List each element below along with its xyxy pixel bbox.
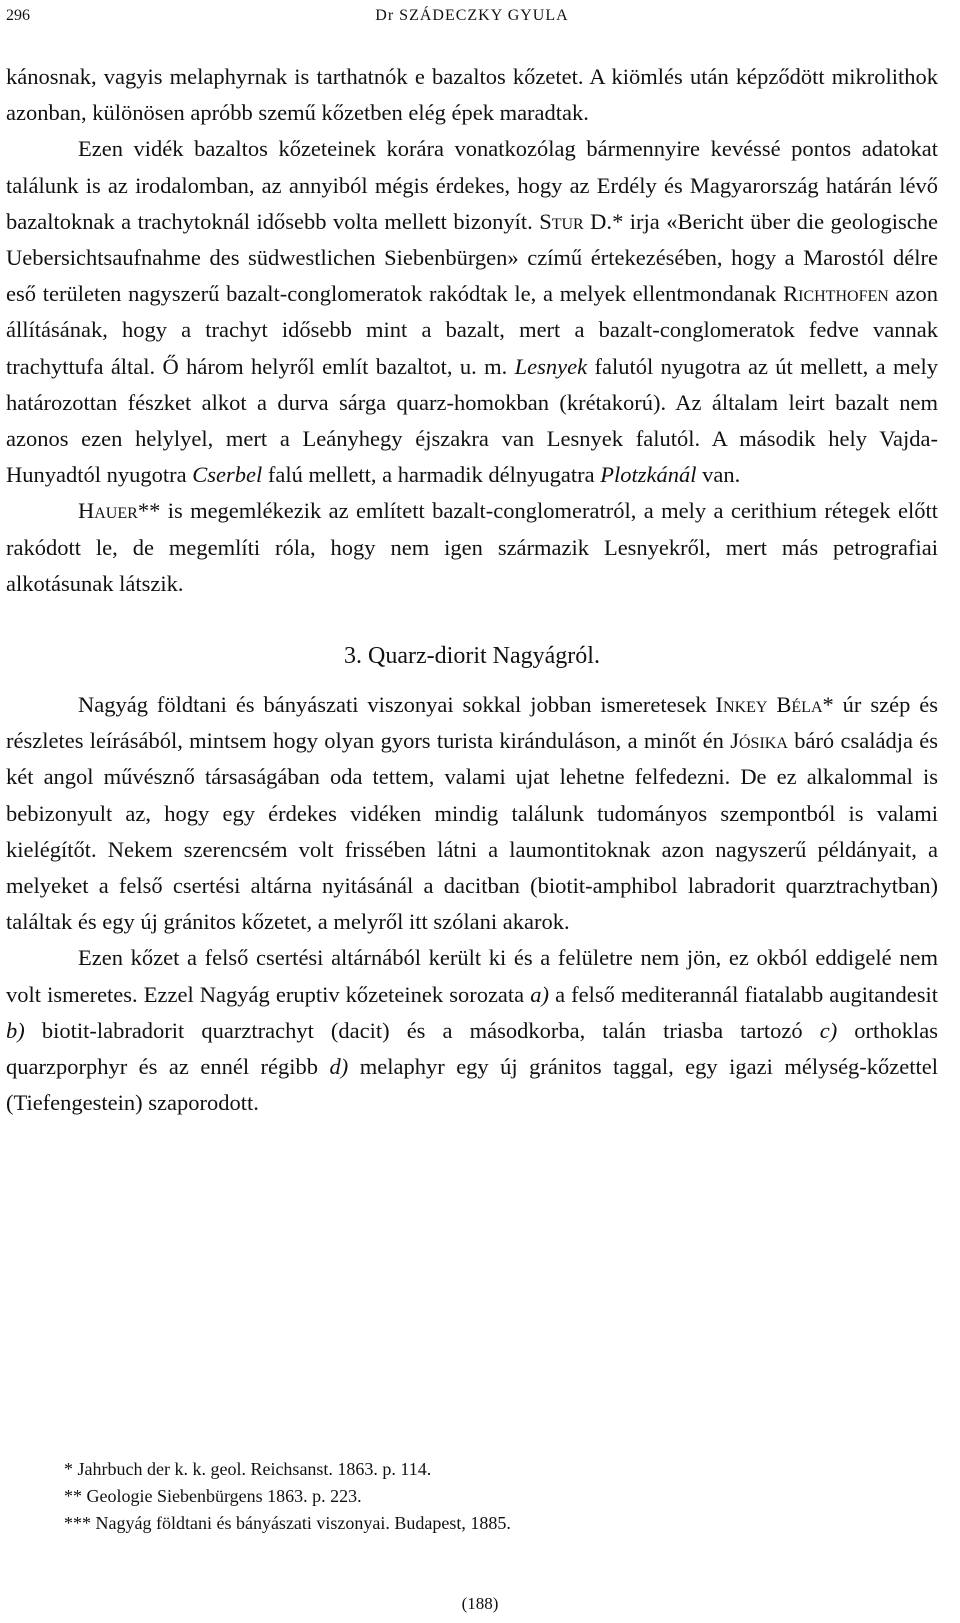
footnote: * Jahrbuch der k. k. geol. Reichsanst. 1863. p. 114. [64, 1459, 432, 1479]
list-letter-b: b) [6, 1017, 25, 1043]
paragraph-hauer [6, 493, 938, 602]
list-letter-c: c) [819, 1017, 838, 1043]
footnote: *** Nagyág földtani és bányászati viszonyai. Budapest, 1885. [64, 1513, 511, 1533]
text-run: báró családja és két angol művésznő társaságában oda tettem, valami ujat lehetne felfedezni. De ez alkalommal is bebizonyult az, hogy egy érdekes vidéken mindig találunk tudományos szempontból is valami kielégítőt. Nekem szerencsém volt frissében látni a laumontitoknak azon nagyszerű példányait, a melyeket a felső csertési altárna nyitásánál a dacitban (biotit-amphibol labradorit quarztrachytban) találtak és egy új gránitos kőzetet, a melyről itt szólani akarok. [6, 728, 938, 935]
text-run: melaphyr egy új gránitos taggal, egy igazi mélység-kőzettel (Tiefengestein) szaporodott. [6, 1054, 939, 1116]
paragraph-continuation: kánosnak, vagyis melaphyrnak is tarthatnók e bazaltos kőzetet. A kiömlés után képződött mikrolithok azonban, különösen apróbb szemű kőzetben elég épek maradtak. [6, 64, 938, 126]
main-text [6, 59, 938, 1121]
page-header [6, 2, 938, 30]
place-name-cserbel: Cserbel [192, 462, 263, 488]
running-title: Dr SZÁDECZKY GYULA [375, 7, 569, 24]
paragraph-nagyag [6, 687, 938, 940]
text-run: falú mellett, a harmadik délnyugatra [267, 462, 595, 488]
list-letter-d: d) [329, 1054, 349, 1080]
footnotes [6, 1456, 938, 1537]
text-run: Ezen vidék bazaltos kőzeteinek korára vonatkozólag bármennyire kevéssé pontos adatokat találunk is az irodalomban, az annyiból mégis érdekes, hogy az Erdély és Magyarország határán lévő bazaltoknak a trachytoknál idősebb volta mellett bizonyít. [6, 136, 938, 234]
section-title: 3. Quarz-diorit Nagyágról. [344, 643, 600, 670]
footnote: ** Geologie Siebenbürgens 1863. p. 223. [64, 1486, 362, 1506]
page-number: 296 [6, 7, 30, 24]
author-name-hauer: Hauer [78, 498, 138, 524]
text-run: orthoklas quarzporphyr és az ennél régibb [6, 1017, 939, 1080]
text-run: azon állításának, hogy a trachyt idősebb mint a bazalt, mert a bazalt-conglomeratok fedve vannak trachyttufa által. Ő három helyről említ bazaltot, u. m. [6, 281, 939, 379]
text-run: Ezen kőzet a felső csertési altárnából került ki és a felületre nem jön, ez okból eddigelé nem volt ismeretes. Ezzel Nagyág eruptiv kőzeteinek sorozata [6, 945, 938, 1007]
author-name-inkey: Inkey Béla [715, 692, 823, 718]
text-run: a felső mediterannál fiatalabb augitandesit [555, 981, 939, 1007]
place-name-plotzkanal: Plotzkánál [600, 462, 697, 488]
place-name-lesnyek: Lesnyek [514, 353, 588, 379]
sheet-number: (188) [461, 1594, 499, 1613]
text-run: falutól nyugotra az út mellett, a mely határozottan fészket alkot a durva sárga quarz-homokban (krétakorú). Az általam leirt bazalt nem azonos ezen helylyel, mert a Leányhegy éjszakra van Lesnyek falutól. A második hely Vajda-Hunyadtól nyugotra [6, 353, 938, 488]
author-name-stur: Stur D. [539, 208, 613, 234]
text-run: * úr szép és részletes leírásából, mintsem hogy olyan gyors turista kiránduláson, a minőt én [6, 692, 939, 754]
text-run: van. [702, 462, 741, 488]
paragraph-rock-series [6, 940, 938, 1121]
text-run: * irja «Bericht über die geologische Uebersichtsaufnahme des südwestlichen Siebenbürgen» czímű értekezésében, hogy a Marostól délre eső területen nagyszerű bazalt-conglomeratok rakódtak le, a melyek ellentmondanak [6, 208, 939, 307]
paragraph-basalt-age [6, 131, 938, 493]
author-name-richthofen: Richthofen [783, 281, 889, 307]
text-run: Nagyág földtani és bányászati viszonyai sokkal jobban ismeretesek [78, 692, 707, 718]
text-run: biotit-labradorit quarztrachyt (dacit) és a másodkorba, talán triasba tartozó [41, 1017, 803, 1043]
list-letter-a: a) [530, 981, 549, 1007]
person-name-josika: Jósika [730, 728, 788, 754]
text-run: ** is megemlékezik az említett bazalt-conglomeratról, a mely a cerithium rétegek előtt rakódott le, de megemlíti róla, hogy nem igen származik Lesnyekről, mert más petrografiai alkotásunak látszik. [6, 498, 938, 596]
